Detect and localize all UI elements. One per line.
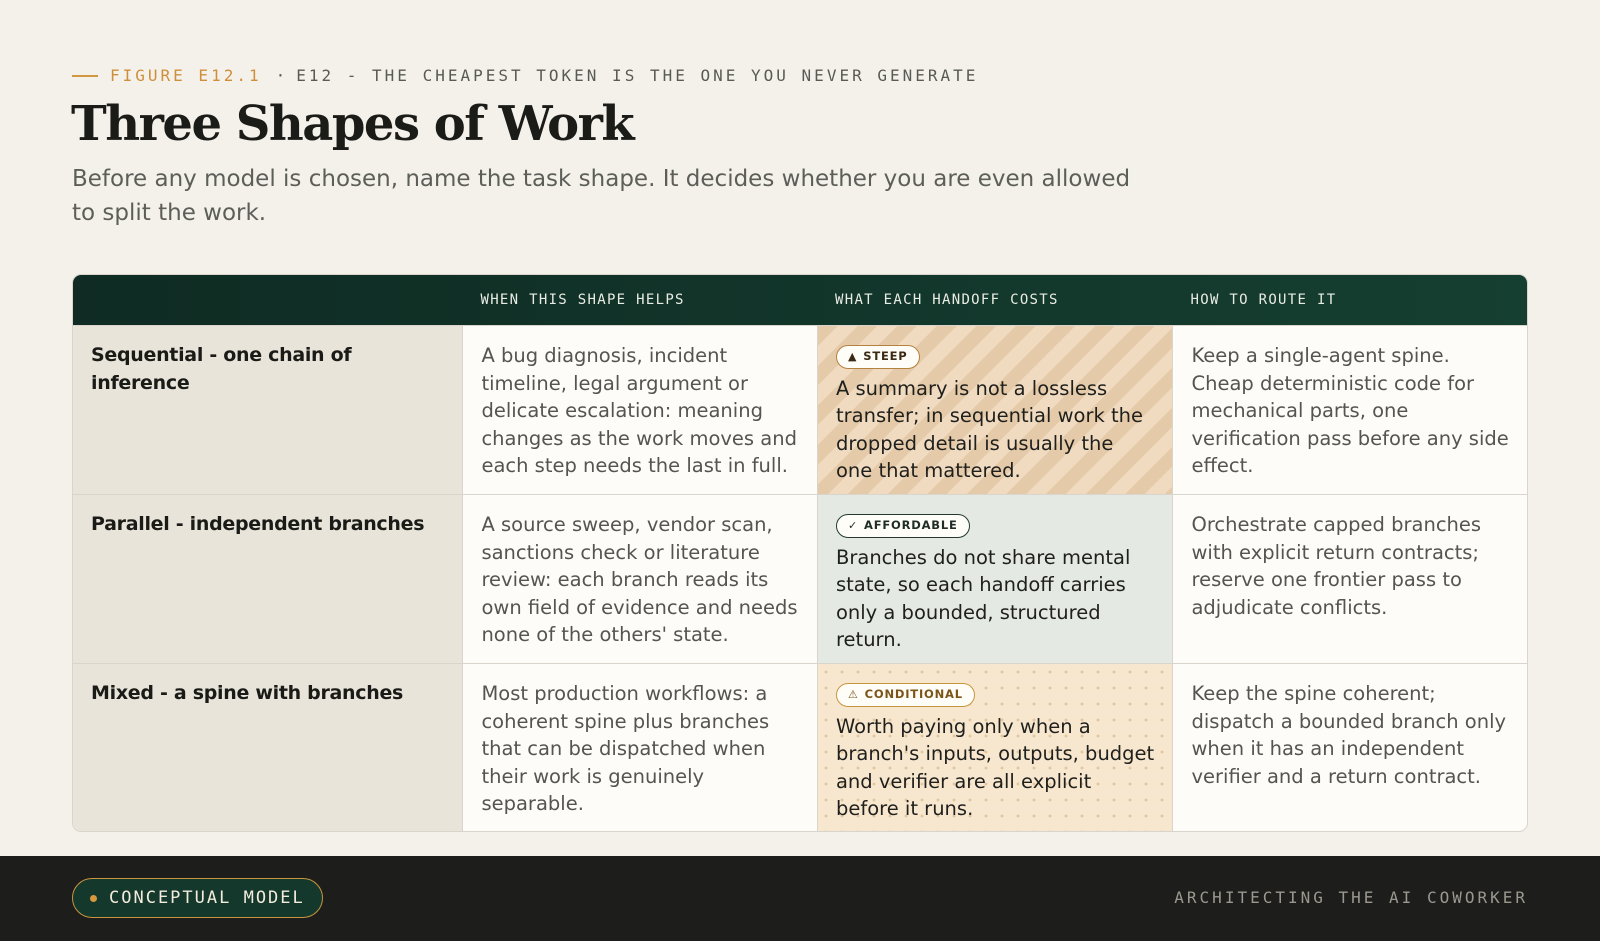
status-badge — [836, 683, 975, 707]
warning-icon: ⚠ — [847, 688, 859, 701]
check-icon: ✓ — [847, 519, 858, 532]
table-header — [73, 275, 1527, 325]
badge-label: STEEP — [863, 349, 908, 363]
table-row — [73, 494, 1527, 663]
column-header-shape — [73, 275, 462, 325]
cost-cell — [817, 495, 1173, 663]
cost-text: Worth paying only when a branch's inputs, outputs, budget and verifier are all explicit before it runs. — [835, 714, 1155, 821]
cost-cell — [817, 664, 1173, 832]
table-row — [73, 325, 1527, 494]
status-badge — [836, 514, 970, 538]
model-tag-label: CONCEPTUAL MODEL — [109, 888, 305, 908]
shape-name: Sequential - one chain of inference — [73, 326, 462, 494]
shapes-table — [72, 274, 1528, 832]
column-header-cost: WHAT EACH HANDOFF COSTS — [834, 292, 1059, 308]
page-subtitle: Before any model is chosen, name the task shape. It decides whether you are even allowed to split the work. — [72, 166, 1131, 226]
cost-cell — [817, 326, 1173, 494]
column-header-route: HOW TO ROUTE IT — [1190, 292, 1337, 308]
episode-label: E12 - THE CHEAPEST TOKEN IS THE ONE YOU NEVER GENERATE — [296, 66, 979, 85]
table-row — [73, 663, 1527, 832]
eyebrow-separator: · — [275, 66, 289, 85]
route-cell: Orchestrate capped branches with explicit return contracts; reserve one frontier pass to adjudicate conflicts. — [1172, 495, 1527, 663]
figure-eyebrow — [72, 66, 978, 85]
badge-label: AFFORDABLE — [864, 518, 958, 532]
cost-text: A summary is not a lossless transfer; in sequential work the dropped detail is usually the one that mattered. — [835, 376, 1143, 483]
column-header-helps: WHEN THIS SHAPE HELPS — [480, 292, 685, 308]
route-cell: Keep a single-agent spine. Cheap deterministic code for mechanical parts, one verification pass before any side effect. — [1172, 326, 1527, 494]
status-badge — [836, 345, 920, 369]
shape-name: Parallel - independent branches — [73, 495, 462, 663]
helps-cell: A bug diagnosis, incident timeline, legal argument or delicate escalation: meaning changes as the work moves and each step needs the last in full. — [462, 326, 817, 494]
eyebrow-rule — [72, 75, 98, 77]
brand-label: ARCHITECTING THE AI COWORKER — [1174, 888, 1528, 907]
cost-text: Branches do not share mental state, so each handoff carries only a bounded, structured return. — [835, 545, 1131, 652]
badge-label: CONDITIONAL — [864, 687, 963, 701]
shape-name: Mixed - a spine with branches — [73, 664, 462, 832]
page-title: Three Shapes of Work — [71, 96, 634, 152]
model-tag — [72, 878, 323, 918]
figure-label: FIGURE E12.1 — [110, 66, 262, 85]
footer-bar — [0, 856, 1600, 941]
helps-cell: A source sweep, vendor scan, sanctions check or literature review: each branch reads its own field of evidence and needs none of the others' state. — [462, 495, 817, 663]
dot-icon — [90, 895, 97, 902]
route-cell: Keep the spine coherent; dispatch a bounded branch only when it has an independent verifier and a return contract. — [1172, 664, 1527, 832]
triangle-icon: ▲ — [847, 350, 858, 363]
helps-cell: Most production workflows: a coherent spine plus branches that can be dispatched when their work is genuinely separable. — [462, 664, 817, 832]
